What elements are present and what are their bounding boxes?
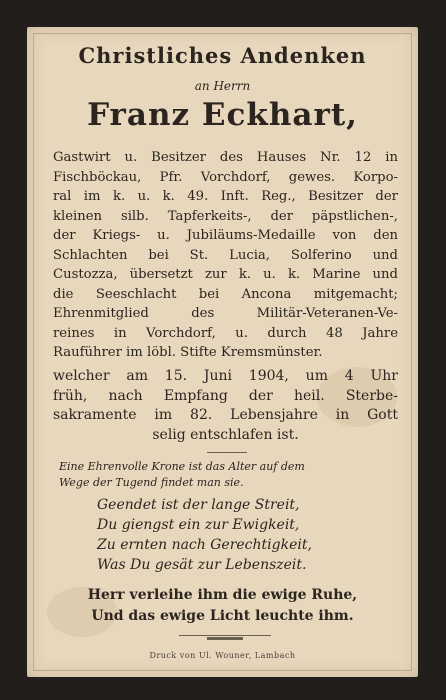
an-herrn-label: an Herrn (194, 79, 251, 93)
biography-line: Schlachten bei St. Lucia, Solferino und (53, 247, 398, 263)
death-line: sakramente im 82. Lebensjahre in Gott (53, 407, 398, 423)
verse-line: Du giengst ein zur Ewigkeit, (97, 517, 300, 533)
biography-line: die Seeschlacht bei Ancona mitgemacht; (53, 286, 398, 302)
quote-line: Wege der Tugend findet man sie. (59, 476, 244, 489)
divider (207, 452, 247, 453)
death-line: früh, nach Empfang der heil. Sterbe- (53, 387, 398, 404)
deceased-name: Franz Eckhart, (87, 97, 358, 133)
ornament-bar (207, 637, 243, 640)
printer-credit: Druck von Ul. Wouner, Lambach (149, 651, 296, 660)
closing-line: Herr verleihe ihm die ewige Ruhe, (87, 587, 358, 603)
quote-line: Eine Ehrenvolle Krone ist das Alter auf dem (59, 460, 305, 473)
ornament-line (179, 635, 271, 636)
death-line: welcher am 15. Juni 1904, um 4 Uhr (53, 368, 398, 384)
biography-line: Custozza, übersetzt zur k. u. k. Marine und (53, 267, 398, 282)
biography-line: Rauführer im löbl. Stifte Kremsmünster. (53, 345, 323, 360)
biography-paragraph (53, 148, 398, 363)
verse-line: Geendet ist der lange Streit, (97, 497, 300, 513)
death-line: selig entschlafen ist. (152, 426, 299, 443)
closing-line: Und das ewige Licht leuchte ihm. (91, 608, 354, 624)
death-paragraph (53, 367, 398, 445)
verse-line: Zu ernten nach Gerechtigkeit, (97, 537, 312, 553)
quote-block (59, 459, 407, 491)
verse-block (97, 495, 397, 575)
biography-line: Gastwirt u. Besitzer des Hauses Nr. 12 in (53, 150, 398, 165)
verse-line: Was Du gesät zur Lebenszeit. (97, 557, 307, 573)
biography-line: der Kriegs- u. Jubiläums-Medaille von den (53, 228, 398, 243)
memorial-card (27, 27, 418, 677)
biography-line: Ehrenmitglied des Militär-Veteranen-Ve- (53, 306, 398, 321)
biography-line: reines in Vorchdorf, u. durch 48 Jahre (53, 325, 398, 341)
biography-line: kleinen silb. Tapferkeits-, der päpstlichen-, (53, 208, 398, 224)
closing-prayer (27, 585, 418, 627)
biography-line: ral im k. u. k. 49. Inft. Reg., Besitzer der (53, 189, 398, 204)
card-title: Christliches Andenken (78, 43, 367, 68)
biography-line: Fischböckau, Pfr. Vorchdorf, gewes. Korpo- (53, 169, 398, 185)
